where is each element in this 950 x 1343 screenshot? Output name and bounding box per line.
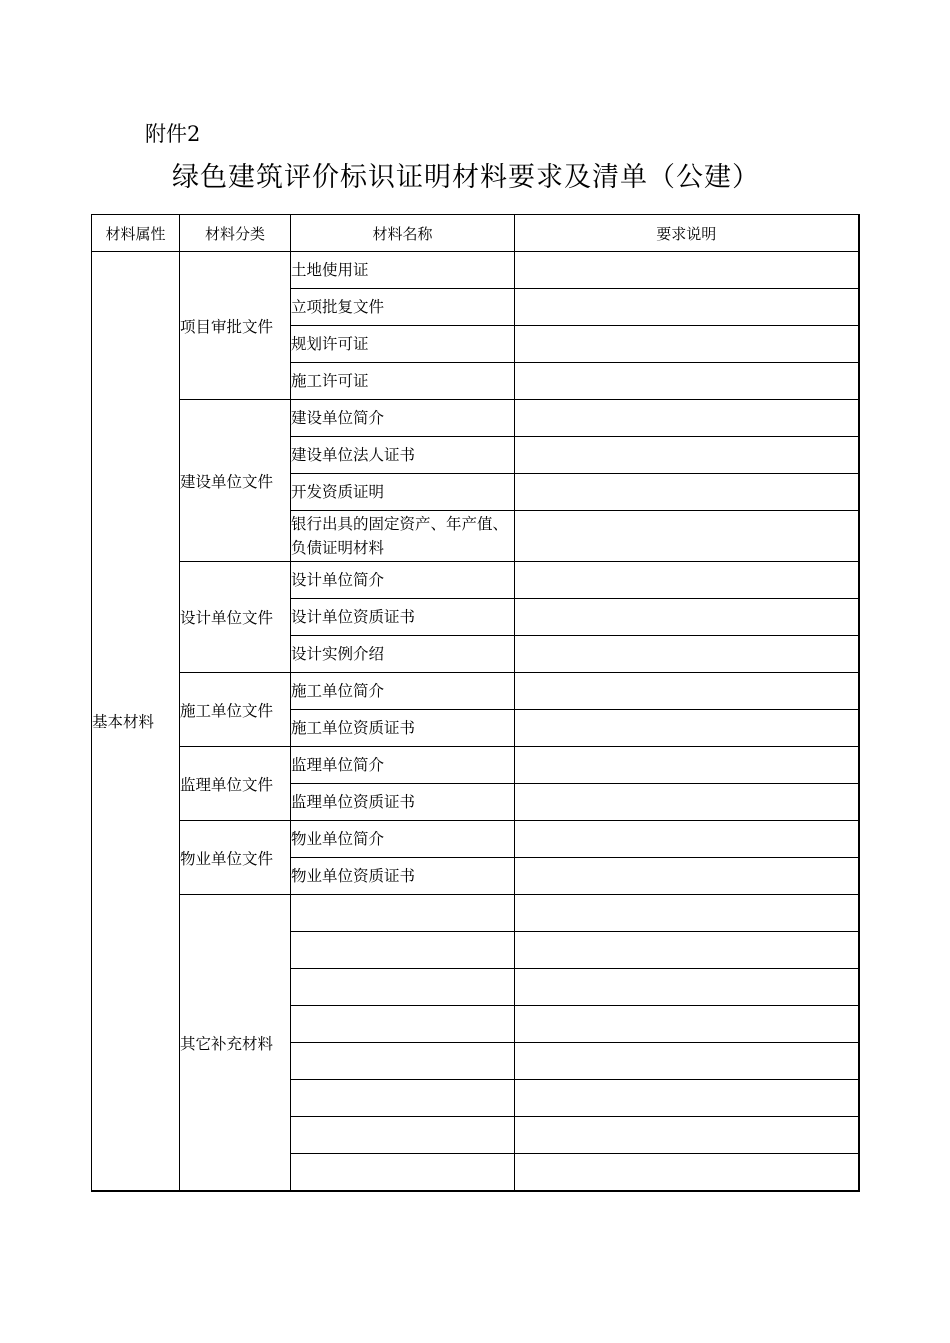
requirement-cell	[515, 784, 859, 821]
requirement-cell	[515, 400, 859, 437]
header-attribute: 材料属性	[92, 215, 180, 252]
requirement-cell	[515, 858, 859, 895]
requirement-cell	[515, 1154, 859, 1192]
category-cell: 建设单位文件	[180, 400, 291, 562]
requirement-cell	[515, 895, 859, 932]
category-cell: 物业单位文件	[180, 821, 291, 895]
category-cell: 施工单位文件	[180, 673, 291, 747]
requirement-cell	[515, 673, 859, 710]
requirement-cell	[515, 562, 859, 599]
header-category: 材料分类	[180, 215, 291, 252]
material-name-cell	[291, 1006, 515, 1043]
header-material-name: 材料名称	[291, 215, 515, 252]
category-cell: 项目审批文件	[180, 252, 291, 400]
material-name-cell: 设计单位简介	[291, 562, 515, 599]
table-header-row	[92, 215, 859, 252]
requirement-cell	[515, 1006, 859, 1043]
table-row	[92, 252, 859, 289]
requirement-cell	[515, 326, 859, 363]
material-name-cell	[291, 895, 515, 932]
requirement-cell	[515, 932, 859, 969]
category-cell: 设计单位文件	[180, 562, 291, 673]
material-name-cell: 物业单位简介	[291, 821, 515, 858]
material-name-cell	[291, 969, 515, 1006]
category-cell: 其它补充材料	[180, 895, 291, 1192]
table-row	[92, 895, 859, 932]
material-name-cell: 施工单位资质证书	[291, 710, 515, 747]
table-row	[92, 747, 859, 784]
attachment-label: 附件2	[145, 122, 201, 146]
requirement-cell	[515, 252, 859, 289]
material-name-cell: 土地使用证	[291, 252, 515, 289]
requirement-cell	[515, 437, 859, 474]
material-name-cell	[291, 1154, 515, 1192]
material-name-cell: 设计实例介绍	[291, 636, 515, 673]
requirement-cell	[515, 474, 859, 511]
document-title: 绿色建筑评价标识证明材料要求及清单（公建）	[172, 162, 760, 193]
material-name-cell	[291, 1080, 515, 1117]
requirement-cell	[515, 511, 859, 562]
requirement-cell	[515, 636, 859, 673]
requirement-cell	[515, 363, 859, 400]
material-name-cell: 银行出具的固定资产、年产值、负债证明材料	[291, 511, 515, 562]
requirement-cell	[515, 821, 859, 858]
material-name-cell	[291, 1043, 515, 1080]
table-row	[92, 562, 859, 599]
table-row	[92, 673, 859, 710]
material-name-cell: 规划许可证	[291, 326, 515, 363]
attribute-cell: 基本材料	[92, 252, 180, 1192]
materials-table	[91, 214, 860, 1192]
table-row	[92, 821, 859, 858]
requirement-cell	[515, 710, 859, 747]
material-name-cell: 监理单位资质证书	[291, 784, 515, 821]
table-row	[92, 400, 859, 437]
material-name-cell: 建设单位法人证书	[291, 437, 515, 474]
table-body	[92, 252, 859, 1192]
material-name-cell: 监理单位简介	[291, 747, 515, 784]
material-name-cell	[291, 1117, 515, 1154]
material-name-cell	[291, 932, 515, 969]
requirement-cell	[515, 1043, 859, 1080]
material-name-cell: 设计单位资质证书	[291, 599, 515, 636]
category-cell: 监理单位文件	[180, 747, 291, 821]
requirement-cell	[515, 969, 859, 1006]
header-requirement: 要求说明	[515, 215, 859, 252]
material-name-cell: 施工单位简介	[291, 673, 515, 710]
material-name-cell: 物业单位资质证书	[291, 858, 515, 895]
material-name-cell: 施工许可证	[291, 363, 515, 400]
material-name-cell: 建设单位简介	[291, 400, 515, 437]
requirement-cell	[515, 289, 859, 326]
material-name-cell: 立项批复文件	[291, 289, 515, 326]
requirement-cell	[515, 747, 859, 784]
requirement-cell	[515, 599, 859, 636]
material-name-cell: 开发资质证明	[291, 474, 515, 511]
requirement-cell	[515, 1080, 859, 1117]
requirement-cell	[515, 1117, 859, 1154]
